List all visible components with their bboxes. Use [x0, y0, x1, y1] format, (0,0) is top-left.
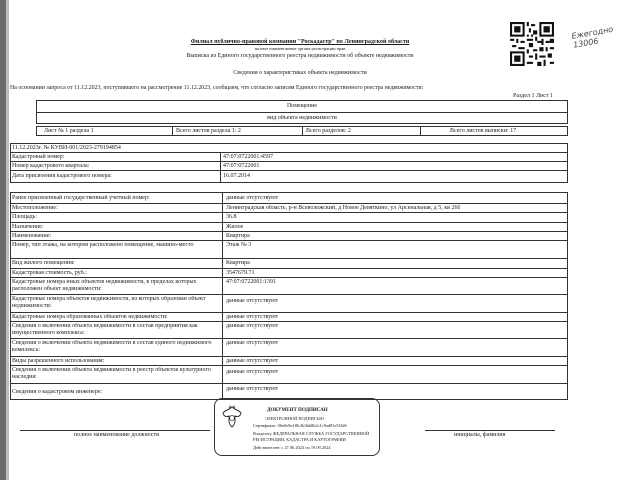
document-title: Выписка из Единого государственного реестра недвижимости об объекте недвижимости	[186, 53, 414, 59]
stamp-validity: Действителен: с 27.06.2023 по 19.09.2024	[253, 445, 331, 450]
detail-value: данные отсутствуют	[226, 340, 279, 346]
detail-label: Кадастровые номера иных объектов недвижимости, в пределах которых расположен объект недвижимости:	[12, 279, 197, 292]
handwritten-note: Ежегодно 13006	[570, 24, 614, 50]
detail-label: Ранее присвоенный государственный учетный номер:	[12, 195, 150, 201]
detail-value: Квартира	[226, 260, 250, 266]
detail-label: Назначение:	[12, 224, 44, 230]
detail-label: Номер, тип этажа, на котором расположено помещение, машино-место	[12, 242, 194, 248]
name-caption: инициалы, фамилия	[454, 432, 506, 438]
detail-value: данные отсутствуют	[226, 323, 279, 329]
document-subtitle: Сведения о характеристиках объекта недвижимости	[233, 70, 367, 76]
request-number: 11.12.2023г. № КУВИ-001/2023-279194854	[12, 145, 121, 151]
detail-value: данные отсутствуют	[226, 358, 279, 364]
detail-label: Сведения о включении объекта недвижимости в состав единого недвижимого комплекса:	[12, 340, 212, 353]
detail-value: Жилое	[226, 224, 244, 230]
detail-value: 47:07:0722001:1391	[226, 279, 277, 285]
cadastral-number-value: 47:07:0722001:4597	[223, 154, 274, 160]
detail-value: 36.8	[226, 214, 237, 220]
sections-total: Всего разделов: 2	[306, 128, 351, 134]
assignment-date-value: 16.07.2014	[223, 173, 250, 179]
registry-org-note: полное наименование органа регистрации прав	[254, 46, 346, 51]
detail-value: данные отсутствуют	[226, 386, 279, 392]
detail-label: Кадастровые номера объектов недвижимости, из которых образован объект недвижимости:	[12, 296, 206, 309]
stamp-subtitle: ЭЛЕКТРОННОЙ ПОДПИСЬЮ	[265, 416, 324, 421]
registry-org: Филиал публично-правовой компании "Роскадастр" по Ленинградской области	[190, 39, 410, 45]
detail-value: данные отсутствуют	[226, 195, 279, 201]
detail-value: Этаж № 3	[226, 242, 252, 248]
stamp-certificate: Сертификат: 00a0e9e2f8c3b3bb8b2c1c9ad81e5f3d6	[253, 423, 347, 428]
detail-label: Сведения о включении объекта недвижимости в состав предприятия как имущественного комплекса:	[12, 323, 198, 336]
detail-label: Площадь:	[12, 214, 38, 220]
stamp-owner-cont: РЕГИСТРАЦИИ, КАДАСТРА И КАРТОГРАФИИ	[253, 437, 346, 442]
detail-value: данные отсутствуют	[226, 298, 279, 304]
detail-label: Местоположение:	[12, 205, 58, 211]
cadastral-quarter-value: 47:07:0722001	[223, 163, 260, 169]
detail-label: Виды разрешенного использования:	[12, 358, 105, 364]
detail-value: данные отсутствуют	[226, 314, 279, 320]
detail-label: Кадастровая стоимость, руб.:	[12, 270, 87, 276]
detail-value: 3547679.71	[226, 270, 255, 276]
request-text: На основании запроса от 11.12.2023, поступившего на рассмотрение 11.12.2023, сообщаем, что согласно записям Единого государственного реестра недвижимости:	[10, 85, 424, 91]
cadastral-number-label: Кадастровый номер:	[12, 154, 65, 160]
stamp-owner: Владелец: ФЕДЕРАЛЬНАЯ СЛУЖБА ГОСУДАРСТВЕННОЙ	[253, 431, 370, 436]
object-kind-note: вид объекта недвижимости	[267, 115, 337, 121]
sheets-in-section: Всего листов раздела 1: 2	[176, 128, 241, 134]
coat-of-arms-icon	[221, 405, 243, 429]
stamp-title: ДОКУМЕНТ ПОДПИСАН	[267, 408, 328, 413]
cadastral-quarter-label: Номер кадастрового квартала:	[12, 163, 90, 169]
sheets-total: Всего листов выписки: 17	[450, 128, 517, 134]
qr-code-icon	[510, 22, 554, 66]
scan-edge-shadow	[6, 0, 9, 480]
detail-label: Вид жилого помещения:	[12, 260, 75, 266]
detail-label: Сведения о кадастровом инженере:	[12, 389, 103, 395]
section-label: Раздел 1 Лист 1	[513, 93, 554, 99]
sheet-number: Лист № 1 раздела 1	[44, 128, 94, 134]
detail-label: Кадастровые номера образованных объектов недвижимости:	[12, 314, 168, 320]
detail-label: Сведения о включении объекта недвижимости в реестр объектов культурного наследия:	[12, 367, 211, 380]
electronic-signature-stamp	[214, 398, 380, 456]
assignment-date-label: Дата присвоения кадастрового номера:	[12, 173, 112, 179]
detail-value: данные отсутствуют	[226, 369, 279, 375]
detail-value: Квартира	[226, 233, 250, 239]
detail-label: Наименование:	[12, 233, 52, 239]
object-kind: Помещение	[286, 103, 318, 109]
position-caption: полное наименование должности	[74, 432, 160, 438]
detail-value: Ленинградская область, р-н Всеволожский, д Новое Девяткино, ул Арсенальная, д 5, кв 260	[226, 205, 461, 211]
